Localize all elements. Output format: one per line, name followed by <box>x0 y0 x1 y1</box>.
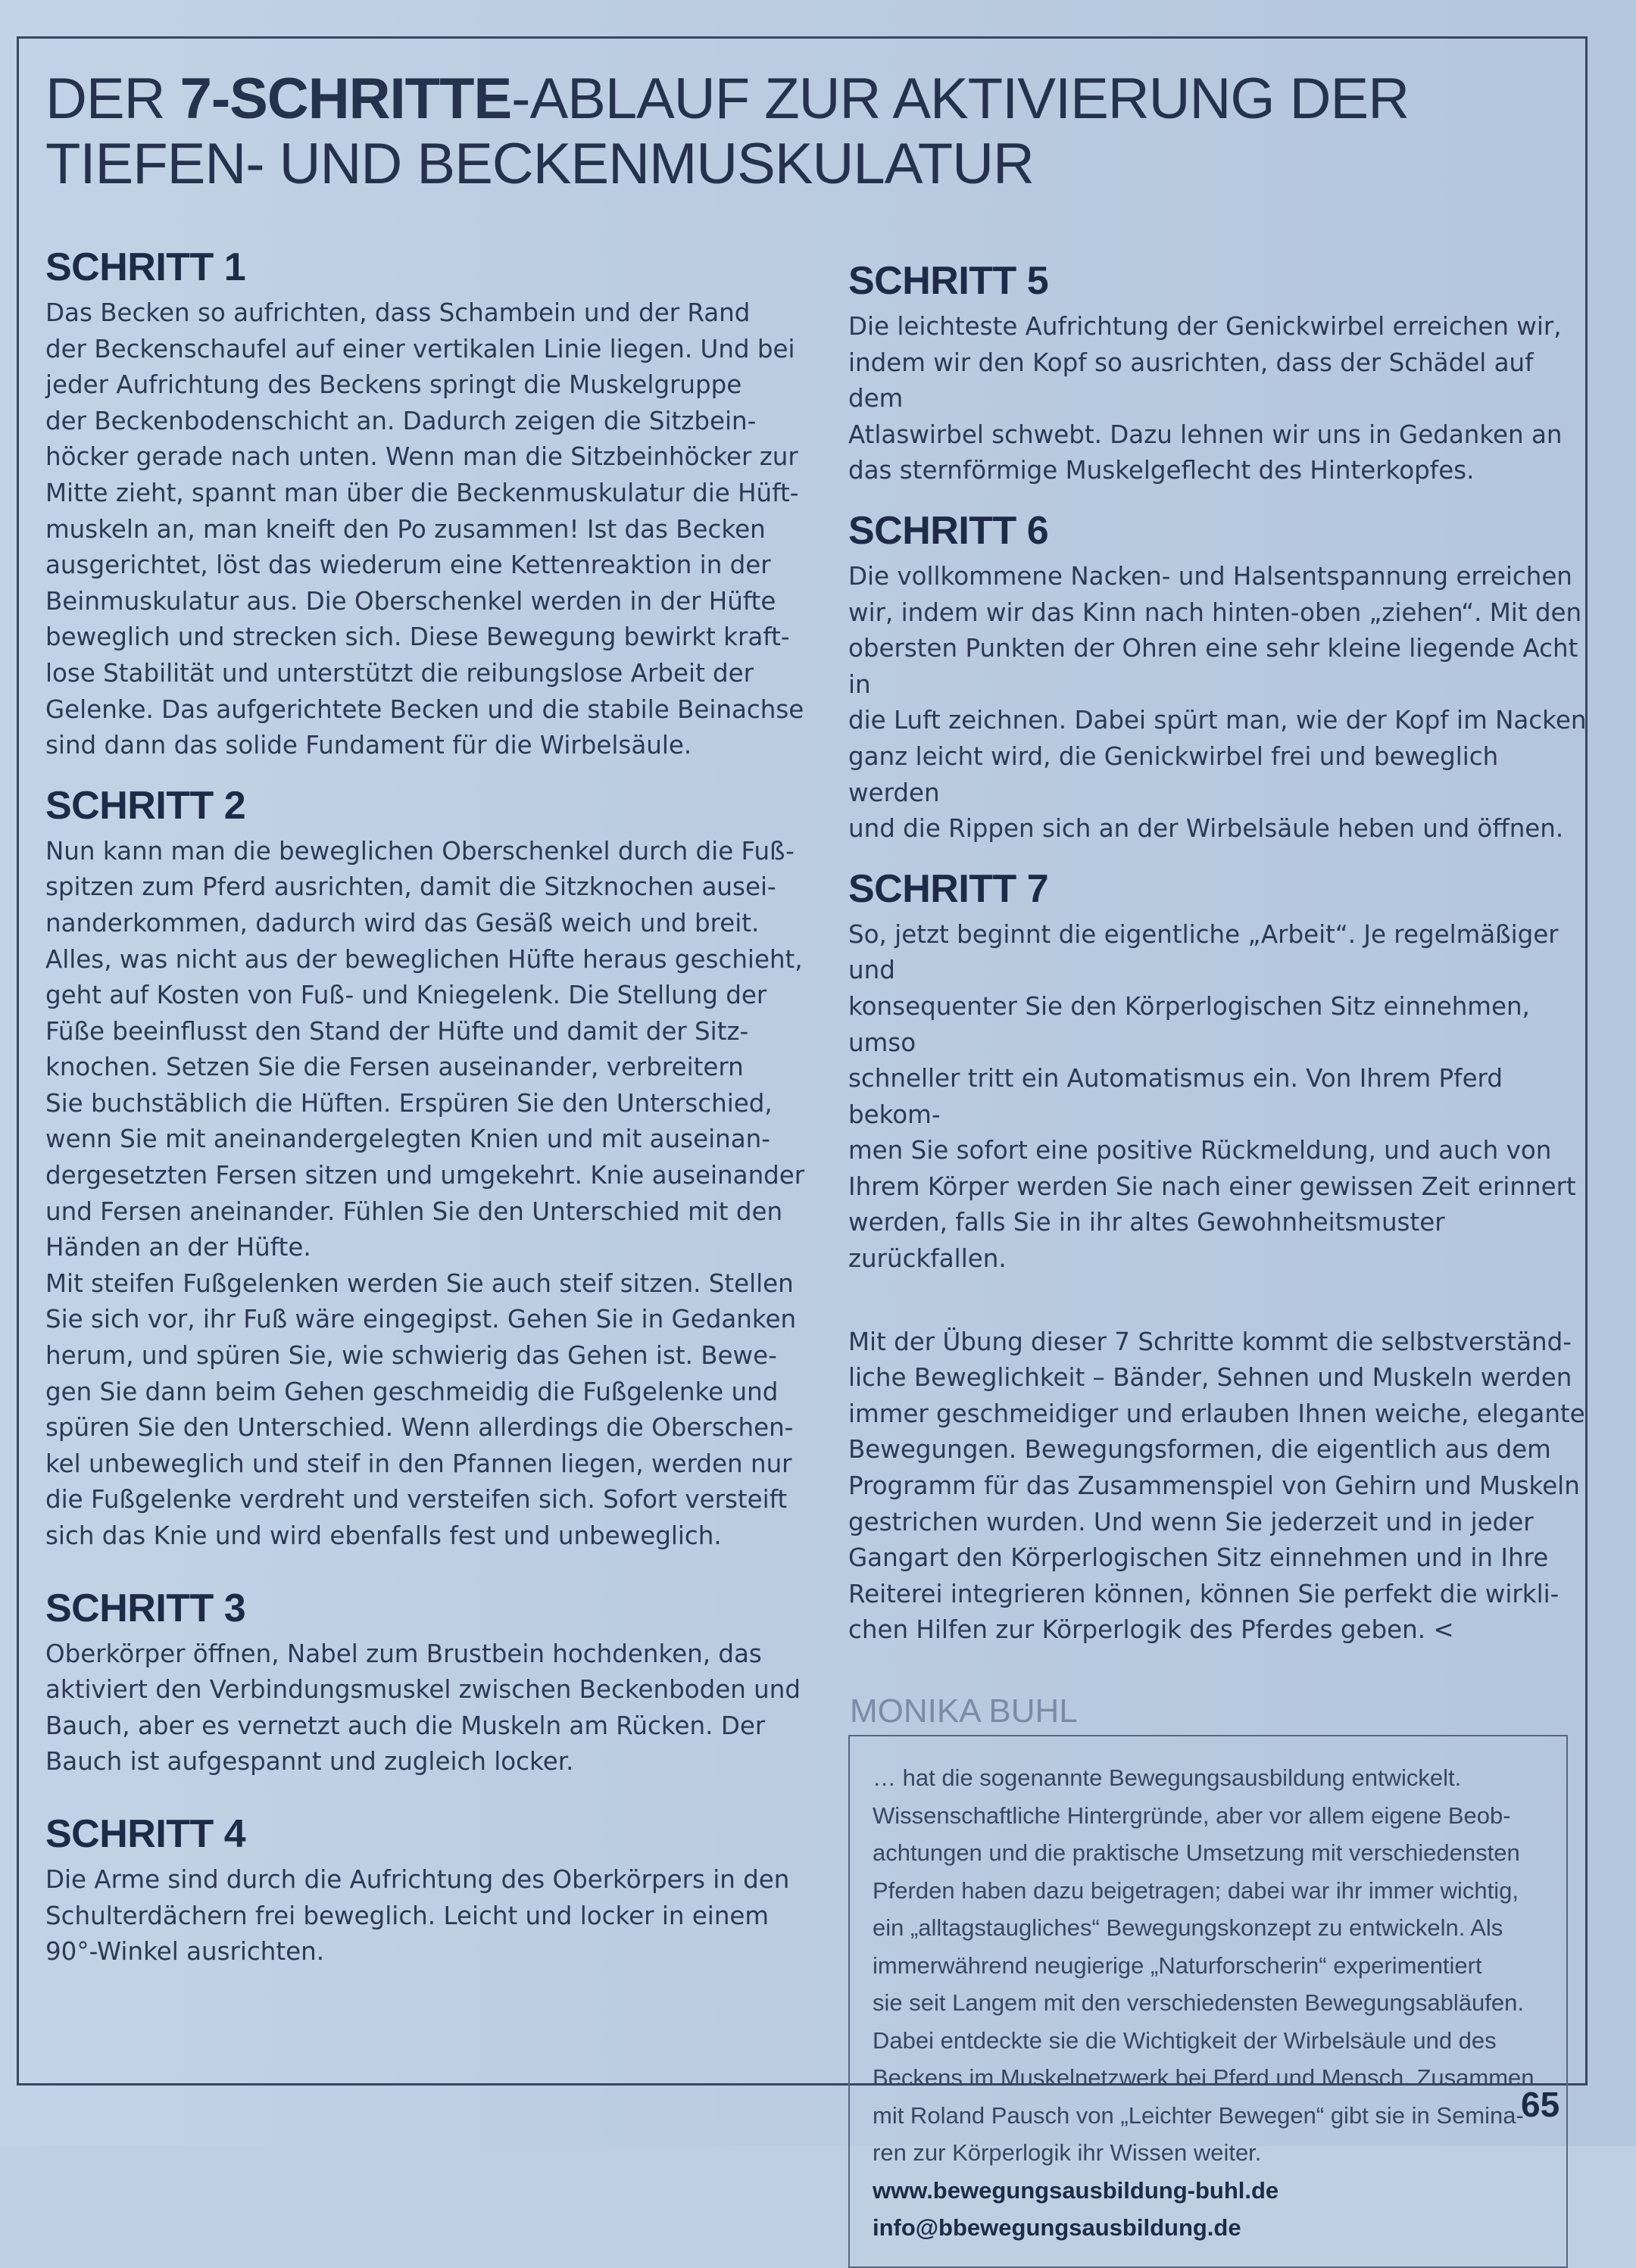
step-7 <box>848 866 1591 1278</box>
step-heading: SCHRITT 5 <box>848 259 1049 303</box>
author-bio-box <box>848 1735 1568 2268</box>
author-email-link[interactable]: info@bbewegungsausbildung.de <box>873 2214 1241 2241</box>
step-heading: SCHRITT 1 <box>45 245 246 289</box>
step-heading: SCHRITT 7 <box>848 866 1049 911</box>
step-text: Die Arme sind durch die Aufrichtung des Oberkörpers in den Schulterdächern frei beweglich. Leicht und locker in einem 90°-Winkel ausrichten. <box>45 1864 790 1967</box>
step-1 <box>45 244 810 764</box>
left-column <box>45 244 810 1970</box>
right-column <box>848 257 1591 2268</box>
author-bio: … hat die sogenannte Bewegungsausbildung entwickelt. Wissenschaftliche Hintergründe, aber vor allem eigene Beob- achtungen und die praktische Umsetzung mit verschiedensten Pferden haben dazu beigetragen; dabei war ihr immer wichtig, ein „alltagstaugliches“ Bewegungskonzept zu entwickeln. Als immerwährend neugierige „Naturforscherin“ experimentiert sie seit Langem mit den verschiedensten Bewegungsabläufen. Dabei entdeckte sie die Wichtigkeit der Wirbelsäule und des Beckens im Muskelnetzwerk bei Pferd und Mensch. Zusammen mit Roland Pausch von „Leichter Bewegen“ gibt sie in Semina- ren zur Körperlogik ihr Wissen weiter. <box>873 1764 1535 2166</box>
step-heading: SCHRITT 3 <box>45 1586 246 1630</box>
step-heading: SCHRITT 6 <box>848 508 1049 553</box>
step-2 <box>45 782 810 1555</box>
closing-paragraph: Mit der Übung dieser 7 Schritte kommt die selbstverständ- liche Beweglichkeit – Bänder, Sehnen und Muskeln werden immer geschmeidiger und erlauben Ihnen weiche, elegante Bewegungen. Bewegungsformen, die eigentlich aus dem Programm für das Zusammenspiel von Gehirn und Muskeln gestrichen wurden. Und wenn Sie jederzeit und in jeder Gangart den Körperlogischen Sitz einnehmen und in Ihre Reiterei integrieren können, können Sie perfekt die wirkli- chen Hilfen zur Körperlogik des Pferdes geben. < <box>848 1327 1585 1645</box>
step-6 <box>848 507 1591 847</box>
author-website-link[interactable]: www.bewegungsausbildung-buhl.de <box>873 2176 1279 2204</box>
step-heading: SCHRITT 2 <box>45 783 246 828</box>
author-name: MONIKA BUHL <box>850 1692 1078 1730</box>
step-text: Die leichteste Aufrichtung der Genickwirbel erreichen wir, indem wir den Kopf so ausrichten, dass der Schädel auf dem Atlaswirbel schwebt. Dazu lehnen wir uns in Gedanken an das sternförmige Muskelgeflecht des Hinterkopfes. <box>848 312 1563 485</box>
step-3 <box>45 1585 810 1780</box>
step-text: So, jetzt beginnt die eigentliche „Arbeit“. Je regelmäßiger und konsequenter Sie den Körperlogischen Sitz einnehmen, umso schneller tritt ein Automatismus ein. Von Ihrem Pferd bekom- men Sie sofort eine positive Rückmeldung, und auch von Ihrem Körper werden Sie nach einer gewissen Zeit erinnert werden, falls Sie in ihr altes Gewohnheitsmuster zurückfallen. <box>848 919 1576 1274</box>
step-5 <box>848 257 1591 489</box>
step-4 <box>45 1811 810 1970</box>
article-title <box>45 67 1485 197</box>
title-part-2: 7-SCHRITTE <box>180 67 512 131</box>
step-text: Nun kann man die beweglichen Oberschenkel durch die Fuß- spitzen zum Pferd ausrichten, damit die Sitzknochen ausei- nanderkommen, dadurch wird das Gesäß weich und breit. Alles, was nicht aus der beweglichen Hüfte heraus geschieht, geht auf Kosten von Fuß- und Kniegelenk. Die Stellung der Füße beeinflusst den Stand der Hüfte und damit der Sitz- knochen. Setzen Sie die Fersen auseinander, verbreitern Sie buchstäblich die Hüften. Erspüren Sie den Unterschied, wenn Sie mit aneinandergelegten Knien und mit auseinan- dergesetzten Fersen sitzen und umgekehrt. Knie auseinander und Fersen aneinander. Fühlen Sie den Unterschied mit den Händen an der Hüfte. Mit steifen Fußgelenken werden Sie auch steif sitzen. Stellen Sie sich vor, ihr Fuß wäre eingegipst. Gehen Sie in Gedanken herum, und spüren Sie, wie schwierig das Gehen ist. Bewe- gen Sie dann beim Gehen geschmeidig die Fußgelenke und spüren Sie den Unterschied. Wenn allerdings die Oberschen- kel unbeweglich und steif in den Pfannen liegen, werden nur die Fußgelenke verdreht und versteifen sich. Sofort versteift sich das Knie und wird ebenfalls fest und unbeweglich. <box>45 836 805 1550</box>
title-part-3: -ABLAUF ZUR AKTIVIERUNG DER <box>511 67 1410 131</box>
step-text: Die vollkommene Nacken- und Halsentspannung erreichen wir, indem wir das Kinn nach hinten-oben „ziehen“. Mit den obersten Punkten der Ohren eine sehr kleine liegende Acht in die Luft zeichnen. Dabei spürt man, wie der Kopf im Nacken ganz leicht wird, die Genickwirbel frei und beweglich werden und die Rippen sich an der Wirbelsäule heben und öffnen. <box>848 561 1587 844</box>
step-text: Oberkörper öffnen, Nabel zum Brustbein hochdenken, das aktiviert den Verbindungsmuskel zwischen Beckenboden und Bauch, aber es vernetzt auch die Muskeln am Rücken. Der Bauch ist aufgespannt und zugleich locker. <box>45 1639 801 1777</box>
step-heading: SCHRITT 4 <box>45 1811 246 1856</box>
title-line-2: TIEFEN- UND BECKENMUSKULATUR <box>45 132 1034 196</box>
page-number: 65 <box>1521 2085 1560 2124</box>
title-part-1: DER <box>45 67 180 131</box>
step-text: Das Becken so aufrichten, dass Schambein und der Rand der Beckenschaufel auf einer vertikalen Linie liegen. Und bei jeder Aufrichtung des Beckens springt die Muskelgruppe der Beckenbodenschicht an. Dadurch zeigen die Sitzbein- höcker gerade nach unten. Wenn man die Sitzbeinhöcker zur Mitte zieht, spannt man über die Beckenmuskulatur die Hüft- muskeln an, man kneift den Po zusammen! Ist das Becken ausgerichtet, löst das wiederum eine Kettenreaktion in der Beinmuskulatur aus. Die Oberschenkel werden in der Hüfte beweglich und strecken sich. Diese Bewegung bewirkt kraft- lose Stabilität und unterstützt die reibungslose Arbeit der Gelenke. Das aufgerichtete Becken und die stabile Beinachse sind dann das solide Fundament für die Wirbelsäule. <box>45 298 804 760</box>
